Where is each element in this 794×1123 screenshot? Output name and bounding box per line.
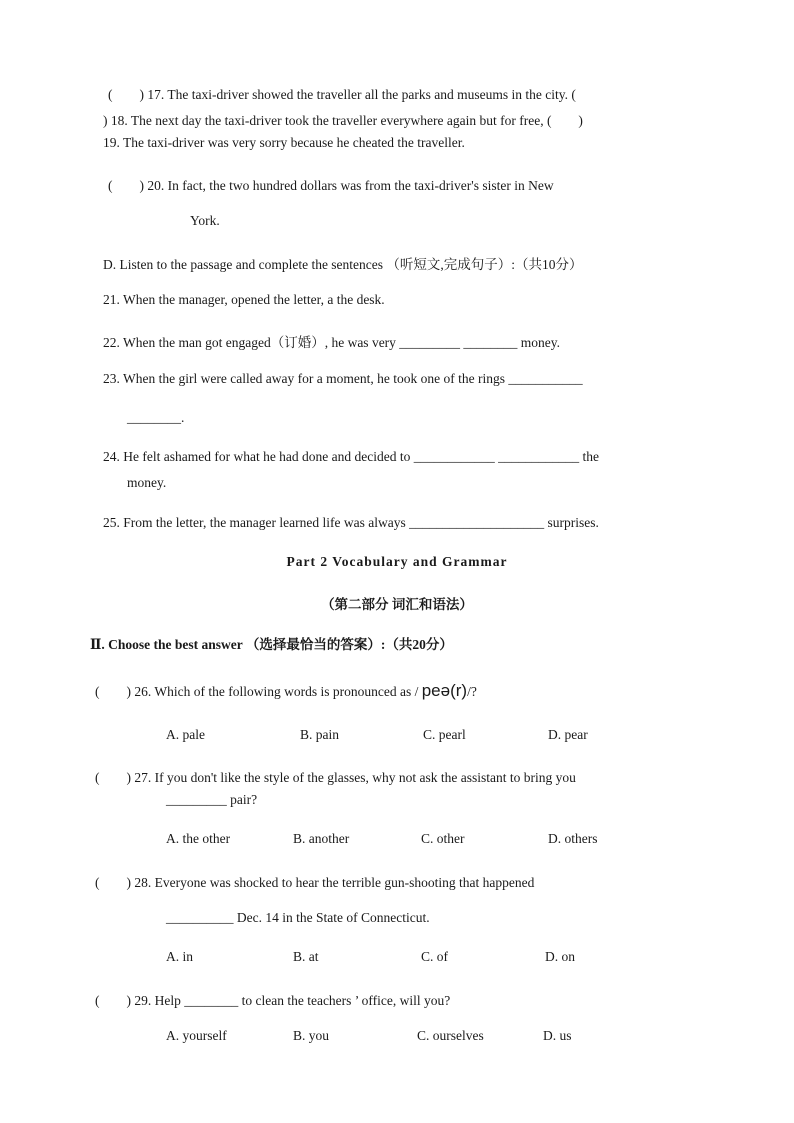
question-18: ) 18. The next day the taxi-driver took the traveller everywhere again but for free, ( ) <box>103 113 583 128</box>
question-28-cont: __________ Dec. 14 in the State of Connecticut. <box>166 910 430 925</box>
section-d-heading: D. Listen to the passage and complete the sentences （听短文,完成句子）:（共10分） <box>103 257 583 272</box>
question-23: 23. When the girl were called away for a moment, he took one of the rings ___________ <box>103 371 583 386</box>
option-d: D. others <box>548 831 598 846</box>
option-c: C. pearl <box>423 727 466 742</box>
option-b: B. pain <box>300 727 339 742</box>
option-c: C. ourselves <box>417 1028 484 1043</box>
option-d: D. us <box>543 1028 572 1043</box>
question-26 <box>95 680 477 701</box>
option-c: C. other <box>421 831 465 846</box>
question-20: ( ) 20. In fact, the two hundred dollars was from the taxi-driver's sister in New <box>108 178 554 193</box>
question-26-text: ( ) 26. Which of the following words is pronounced as / <box>95 684 419 699</box>
option-a: A. yourself <box>166 1028 227 1043</box>
question-26-end: /? <box>467 684 477 699</box>
option-c: C. of <box>421 949 448 964</box>
question-29: ( ) 29. Help ________ to clean the teachers ’ office, will you? <box>95 993 451 1008</box>
option-d: D. on <box>545 949 575 964</box>
option-a: A. the other <box>166 831 231 846</box>
question-24: 24. He felt ashamed for what he had done and decided to ____________ ____________ the <box>103 449 600 464</box>
option-b: B. another <box>293 831 350 846</box>
question-23-cont: ________. <box>127 410 185 425</box>
question-26-phonetic: peə(r) <box>421 681 468 700</box>
option-d: D. pear <box>548 727 588 742</box>
option-b: B. you <box>293 1028 330 1043</box>
option-b: B. at <box>293 949 319 964</box>
question-22: 22. When the man got engaged（订婚）, he was very _________ ________ money. <box>103 335 561 350</box>
question-20-cont: York. <box>190 213 220 228</box>
question-17: ( ) 17. The taxi-driver showed the traveller all the parks and museums in the city. ( <box>108 87 576 102</box>
section-ii-heading: Ⅱ. Choose the best answer （选择最恰当的答案）:（共20分） <box>90 637 453 652</box>
question-21: 21. When the manager, opened the letter, a the desk. <box>103 292 385 307</box>
option-a: A. in <box>166 949 193 964</box>
question-28: ( ) 28. Everyone was shocked to hear the terrible gun-shooting that happened <box>95 875 535 890</box>
part2-title: Part 2 Vocabulary and Grammar <box>286 554 508 569</box>
question-24-cont: money. <box>127 475 167 490</box>
question-19: 19. The taxi-driver was very sorry because he cheated the traveller. <box>103 135 465 150</box>
part2-subtitle: （第二部分 词汇和语法） <box>321 597 473 612</box>
option-a: A. pale <box>166 727 205 742</box>
question-25: 25. From the letter, the manager learned life was always ____________________ surprises. <box>103 515 599 530</box>
question-27: ( ) 27. If you don't like the style of the glasses, why not ask the assistant to bring you <box>95 770 576 785</box>
question-27-cont: _________ pair? <box>166 792 258 807</box>
